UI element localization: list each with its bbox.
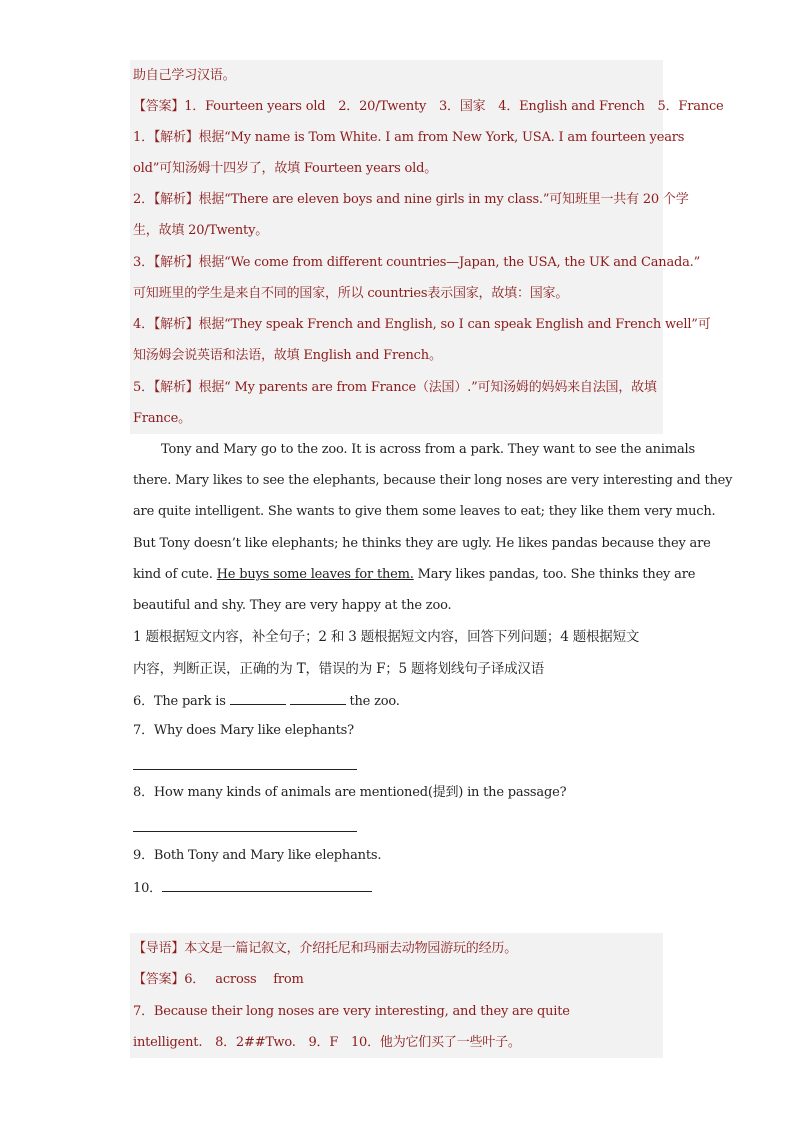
guide-text: 【导语】本文是一篇记叙文，介绍托尼和玛丽去动物园游玩的经历。 bbox=[133, 941, 518, 956]
passage-line-2: there. Mary likes to see the elephants, because their long noses are very interesting and they bbox=[133, 473, 733, 488]
question-10-label: 10． bbox=[133, 881, 162, 896]
underlined-sentence: He buys some leaves for them. bbox=[216, 567, 414, 582]
analysis-4-line-1: 4．【解析】根据“They speak French and English, so I can speak English and French well”可 bbox=[133, 317, 711, 332]
question-6-suffix: the zoo. bbox=[345, 694, 400, 709]
answer-key-line: 【答案】1．Fourteen years old 2．20/Twenty 3．国家 4．English and French 5．France bbox=[133, 99, 724, 114]
instructions-line-1: 1 题根据短文内容，补全句子；2 和 3 题根据短文内容，回答下列问题；4 题根据短文 bbox=[133, 629, 640, 645]
answer-intro-line: 助自己学习汉语。 bbox=[133, 68, 236, 83]
passage-line-1: Tony and Mary go to the zoo. It is across from a park. They want to see the animals bbox=[161, 442, 695, 457]
analysis-3-line-1: 3．【解析】根据“We come from different countries—Japan, the USA, the UK and Canada.” bbox=[133, 255, 701, 270]
answer-block-1-background bbox=[130, 60, 724, 434]
answer-blank-10[interactable] bbox=[162, 879, 372, 892]
answer-key-2-line-2: 7．Because their long noses are very interesting, and they are quite bbox=[133, 1004, 570, 1019]
analysis-4-line-2: 知汤姆会说英语和法语，故填 English and French。 bbox=[133, 348, 442, 363]
passage-line-5-end: Mary likes pandas, too. She thinks they are bbox=[413, 567, 696, 582]
analysis-1-line-1: 1．【解析】根据“My name is Tom White. I am from New York, USA. I am fourteen years bbox=[133, 130, 685, 145]
analysis-5-line-2: France。 bbox=[133, 411, 191, 426]
analysis-1-line-2: old”可知汤姆十四岁了，故填 Fourteen years old。 bbox=[133, 161, 438, 176]
answer-blank-6b[interactable] bbox=[290, 692, 346, 705]
passage-line-3: are quite intelligent. She wants to give them some leaves to eat; they like them very much. bbox=[133, 504, 716, 519]
question-7: 7．Why does Mary like elephants? bbox=[133, 723, 354, 738]
analysis-2-line-2: 生，故填 20/Twenty。 bbox=[133, 223, 269, 238]
question-9: 9．Both Tony and Mary like elephants. bbox=[133, 848, 382, 863]
question-6-prefix: 6．The park is bbox=[133, 694, 230, 709]
answer-blank-6a[interactable] bbox=[230, 692, 286, 705]
analysis-3-line-2: 可知班里的学生是来自不同的国家，所以 countries表示国家，故填：国家。 bbox=[133, 286, 569, 301]
question-10 bbox=[133, 879, 663, 897]
passage-line-6: beautiful and shy. They are very happy at the zoo. bbox=[133, 598, 452, 613]
answer-key-2-line-1: 【答案】6． across from bbox=[133, 972, 304, 987]
question-8: 8．How many kinds of animals are mentioned(提到) in the passage? bbox=[133, 785, 567, 800]
question-6 bbox=[133, 692, 663, 710]
passage-line-5-start: kind of cute. bbox=[133, 567, 217, 582]
passage-line-5 bbox=[133, 567, 696, 583]
instructions-line-2: 内容，判断正误，正确的为 T，错误的为 F；5 题将划线句子译成汉语 bbox=[133, 661, 545, 677]
analysis-2-line-1: 2．【解析】根据“There are eleven boys and nine girls in my class.”可知班里一共有 20 个学 bbox=[133, 192, 689, 207]
analysis-5-line-1: 5．【解析】根据“ My parents are from France（法国）.”可知汤姆的妈妈来自法国，故填 bbox=[133, 380, 657, 395]
answer-line-7[interactable] bbox=[133, 769, 357, 770]
answer-key-2-line-3: intelligent. 8．2##Two. 9．F 10．他为它们买了一些叶子。 bbox=[133, 1035, 521, 1050]
answer-line-8[interactable] bbox=[133, 831, 357, 832]
passage-line-4: But Tony doesn’t like elephants; he thinks they are ugly. He likes pandas because they are bbox=[133, 536, 711, 551]
